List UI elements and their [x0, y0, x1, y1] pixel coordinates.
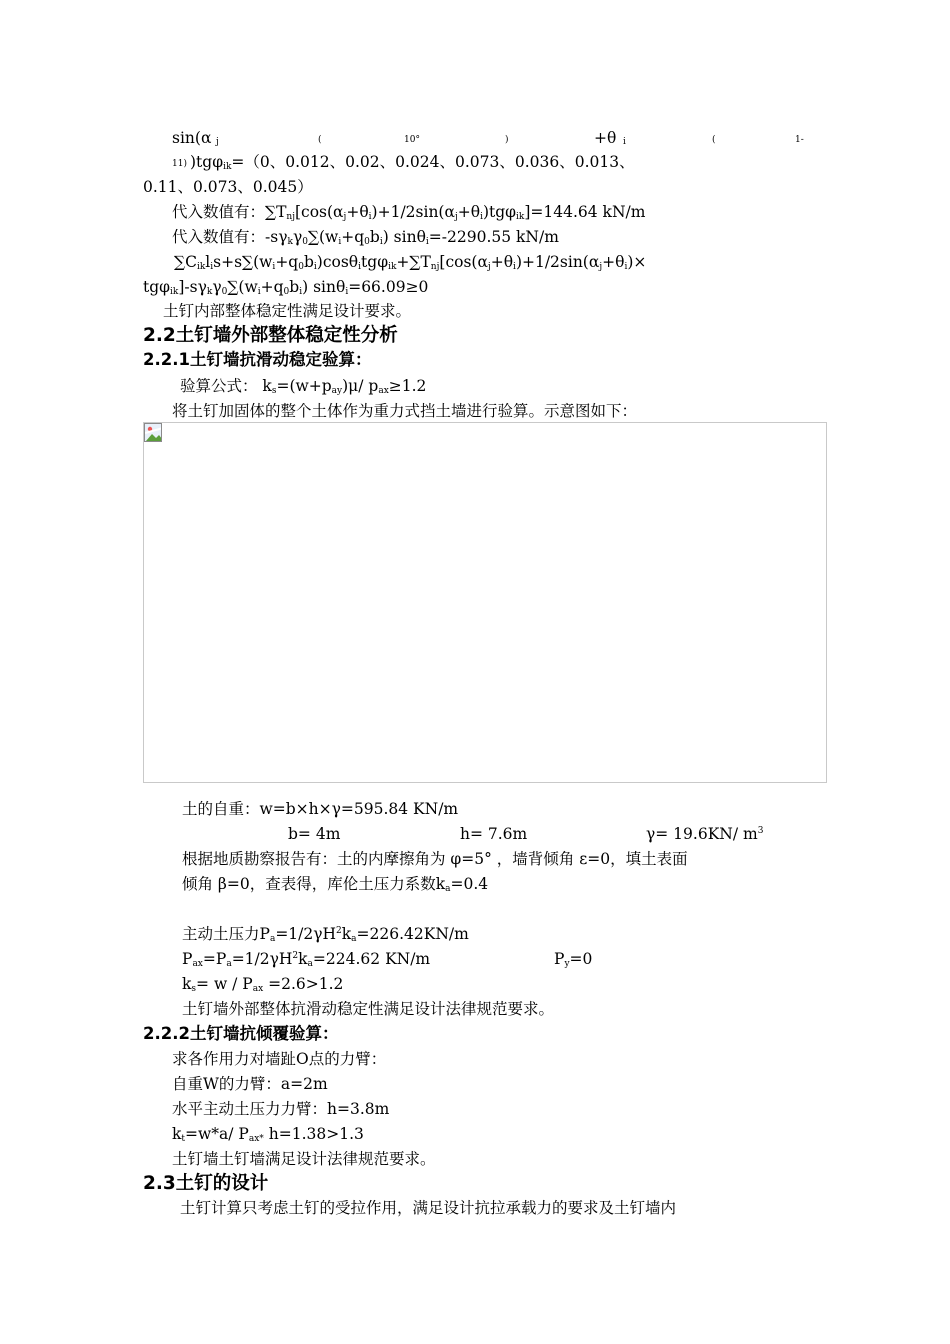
active-pressure: 主动土压力$P_a=1/2\gamma H^2k_a=226.42KN/m$	[182, 925, 469, 944]
check-formula: 验算公式： $k_s=(w+p_{ay})\mu/$ $p_{ax}\ge 1.2$	[180, 377, 427, 396]
sub-i: i	[623, 137, 626, 147]
range-end: 11)	[172, 159, 187, 169]
formula-line-7: $tg\varphi_{ik}]-s\gamma_k\gamma_0\sum(w_i+q_0b_i)$ sinθ$_i$=66.09≥0	[143, 278, 429, 297]
range-start: 1-	[795, 135, 804, 145]
conclusion-internal: 土钉内部整体稳定性满足设计要求。	[163, 302, 412, 320]
heading-2-3: 2.3土钉的设计	[143, 1173, 269, 1194]
moment-arm-pressure: 水平主动土压力力臂：h=3.8m	[172, 1100, 390, 1118]
kt-result: $k_t=w*a/$ $P_{ax*}$ h=1.38>1.3	[172, 1125, 364, 1144]
heading-2-2: 2.2土钉墙外部整体稳定性分析	[143, 325, 398, 346]
param-gamma: γ= 19.6KN/ $m^3$	[646, 825, 764, 843]
param-h: h= 7.6m	[460, 825, 528, 843]
nail-design-text: 土钉计算只考虑土钉的受拉作用，满足设计抗拉承载力的要求及土钉墙内	[180, 1199, 677, 1217]
formula-line-5: 代入数值有：$-s\gamma_k\gamma_0\sum(w_i+q_0b_i)$ sinθ$_i$=-2290.55 kN/m	[172, 228, 559, 247]
paren-open-2: (	[712, 135, 716, 145]
paren-open: (	[318, 135, 322, 145]
formula-line-6: $\sum C_{ik}l_is+s\sum(w_i+q_0b_i)\cos\theta_itg\varphi_{ik}+\sum T_{nj}[\cos(\alpha_j+\theta_i)+1/2\sin(\alpha_j+\theta_i)\times$	[174, 253, 647, 272]
coulomb-coefficient: 倾角 β=0，查表得，库伦土压力系数$k_a=0.4$	[182, 875, 489, 894]
pax-value: $P_{ax}=P_a=1/2\gamma H^2k_a=224.62$ KN/m	[182, 950, 431, 969]
paren-close: )	[505, 135, 509, 145]
conclusion-sliding: 土钉墙外部整体抗滑动稳定性满足设计法律规范要求。	[182, 1000, 555, 1018]
sub-j: j	[216, 137, 219, 147]
broken-image-icon	[144, 423, 162, 442]
angle-10: 10°	[404, 135, 420, 145]
figure-placeholder	[143, 422, 827, 783]
heading-2-2-2: 2.2.2土钉墙抗倾覆验算：	[143, 1024, 339, 1043]
plus-theta: +θ	[594, 129, 617, 147]
ks-result: $k_s= w / P_{ax} =2.6>1.2$	[182, 975, 344, 994]
figure-intro: 将土钉加固体的整个土体作为重力式挡土墙进行验算。示意图如下：	[172, 402, 638, 420]
py-value: $P_y=0$	[554, 950, 593, 969]
formula-line-1: sin(α	[172, 129, 212, 147]
soil-weight: 土的自重：w=b×h×γ=595.84 KN/m	[182, 800, 459, 818]
heading-2-2-1: 2.2.1土钉墙抗滑动稳定验算：	[143, 350, 372, 369]
conclusion-overturning: 土钉墙土钉墙满足设计法律规范要求。	[172, 1150, 436, 1168]
formula-line-2: )tgφ$_{ik}$=（0、0.012、0.02、0.024、0.073、0.036、0.013、	[190, 153, 635, 172]
geo-report: 根据地质勘察报告有：土的内摩擦角为 φ=5° ，墙背倾角 ε=0，填土表面	[182, 850, 688, 868]
moment-arm-intro: 求各作用力对墙趾O点的力臂：	[172, 1050, 387, 1068]
moment-arm-weight: 自重W的力臂：a=2m	[172, 1075, 328, 1093]
formula-line-4: 代入数值有：$\sum T_{nj}[\cos(\alpha_j+\theta_i)+1/2\sin(\alpha_j+\theta_i)tg\varphi_{ik}]=144.64$ kN/m	[172, 203, 646, 222]
formula-line-3: 0.11、0.073、0.045）	[143, 178, 313, 196]
param-b: b= 4m	[288, 825, 341, 843]
